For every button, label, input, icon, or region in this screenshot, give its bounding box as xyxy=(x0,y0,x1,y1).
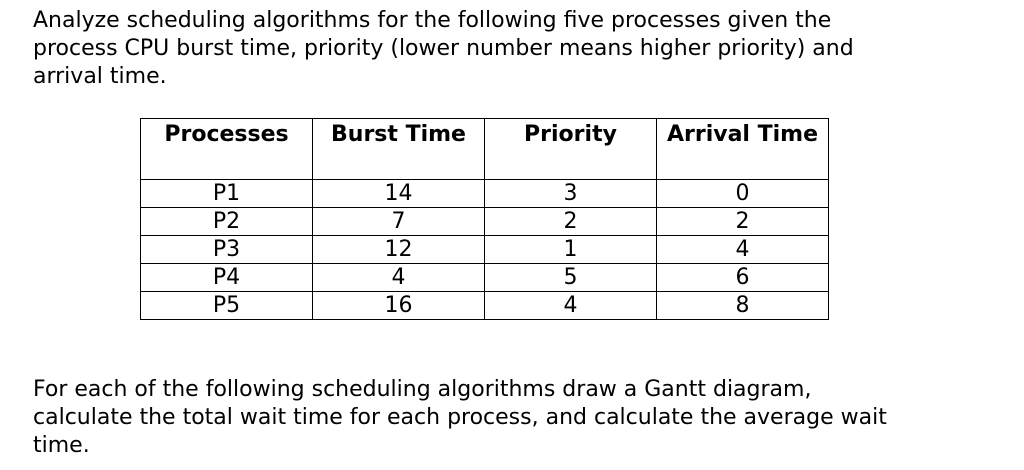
intro-line-2: process CPU burst time, priority (lower number means higher priority) and xyxy=(33,36,854,61)
table-row xyxy=(141,236,829,264)
instructions-paragraph xyxy=(33,376,993,460)
intro-line-3: arrival time. xyxy=(33,64,167,89)
table-row xyxy=(141,264,829,292)
cell-process: P3 xyxy=(141,236,313,264)
intro-paragraph xyxy=(33,7,993,91)
cell-priority: 4 xyxy=(485,292,657,320)
cell-burst-time: 12 xyxy=(313,236,485,264)
cell-process: P4 xyxy=(141,264,313,292)
cell-priority: 1 xyxy=(485,236,657,264)
header-priority: Priority xyxy=(485,119,657,180)
cell-process: P1 xyxy=(141,180,313,208)
cell-arrival-time: 8 xyxy=(657,292,829,320)
cell-arrival-time: 2 xyxy=(657,208,829,236)
intro-line-1: Analyze scheduling algorithms for the following five processes given the xyxy=(33,8,832,33)
instructions-line-2: calculate the total wait time for each process, and calculate the average wait xyxy=(33,405,887,430)
table-row xyxy=(141,292,829,320)
table-header-row xyxy=(141,119,829,180)
cell-process: P5 xyxy=(141,292,313,320)
table-row xyxy=(141,180,829,208)
instructions-line-3: time. xyxy=(33,433,90,458)
header-burst-time: Burst Time xyxy=(313,119,485,180)
cell-arrival-time: 4 xyxy=(657,236,829,264)
cell-burst-time: 4 xyxy=(313,264,485,292)
cell-burst-time: 16 xyxy=(313,292,485,320)
cell-process: P2 xyxy=(141,208,313,236)
table-row xyxy=(141,208,829,236)
cell-arrival-time: 6 xyxy=(657,264,829,292)
instructions-line-1: For each of the following scheduling algorithms draw a Gantt diagram, xyxy=(33,377,812,402)
cell-priority: 5 xyxy=(485,264,657,292)
process-table xyxy=(140,118,829,320)
cell-arrival-time: 0 xyxy=(657,180,829,208)
cell-burst-time: 14 xyxy=(313,180,485,208)
cell-priority: 2 xyxy=(485,208,657,236)
cell-priority: 3 xyxy=(485,180,657,208)
header-arrival-time: Arrival Time xyxy=(657,119,829,180)
header-processes: Processes xyxy=(141,119,313,180)
cell-burst-time: 7 xyxy=(313,208,485,236)
